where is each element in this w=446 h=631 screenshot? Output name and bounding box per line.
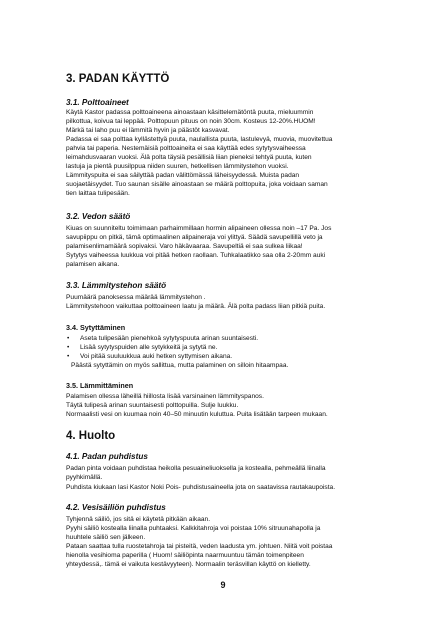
paragraph-4-2-a: Tyhjennä säiliö, jos sitä ei käytetä pitkään aikaan. — [66, 516, 211, 523]
paragraph-4-2-c: Pataan saattaa tulla ruostetahroja tai pisteitä, veden laadusta ym. johtuen. Niitä voit poistaa hienolla vesihioma paperilla ( Huom! säiliöpinta naarmuuntuu tämän toimenpiteen yhteydessä,. tämä ei vaikuta kestävyyteen). Normaalin teräsvillan käyttö on kielletty. — [66, 543, 333, 568]
subsection-3-2-heading: 3.2. Vedon säätö — [66, 212, 131, 221]
paragraph-3-2-a: Kiuas on suunniteltu toimimaan parhaimmillaan hormin alipaineen ollessa noin –17 Pa. Jos savupiippu on pitkä, tämä optimaalinen alipaineraja voi ylittyä. Säädä savupellillä veto ja palamisenlimamäärä sopivaksi. Varo häkävaaraa. Savupeltiä ei saa sulkea liikaa! — [66, 225, 332, 250]
subsection-3-5-heading: 3.5. Lämmittäminen — [66, 381, 134, 390]
section-3-heading: 3. PADAN KÄYTTÖ — [66, 73, 170, 85]
paragraph-3-3-a: Puumäärä panoksessa määrää lämmitystehon . — [66, 294, 206, 301]
list-note: Päästä sytyttämin on myös sallittua, mutta palaminen on silloin hitaampaa. — [71, 361, 289, 369]
subsection-3-4-heading: 3.4. Sytyttäminen — [66, 323, 126, 332]
paragraph-4-2-b: Pyyhi säiliö kostealla liinalla puhtaaksi. Kalkkitahroja voi poistaa 10% sitruunahapolla ja huuhtele säiliö sen jälkeen. — [66, 525, 321, 541]
paragraph-3-5-c: Normaalisti vesi on kuumaa noin 40–50 minuutin kuluttua. Puita lisätään tarpeen mukaan. — [66, 411, 328, 418]
list-item: • Voi pitää suuluukkua auki hetken syttymisen aikana. — [67, 352, 233, 360]
subsection-3-3-heading: 3.3. Lämmitystehon säätö — [66, 281, 167, 290]
subsection-4-2-heading: 4.2. Vesisäiliön puhdistus — [66, 503, 166, 512]
page-number: 9 — [220, 580, 226, 590]
paragraph-3-1-c: Lämmityspuita ei saa säilyttää padan välittömässä läheisyydessä. Muista padan suojaetäisyydet. Tuo saunan sisälle ainoastaan se määrä polttopuita, joka voidaan saman tien laittaa tulipesään. — [66, 172, 328, 197]
section-4-heading: 4. Huolto — [66, 430, 116, 442]
subsection-4-1-heading: 4.1. Padan puhdistus — [66, 452, 148, 461]
paragraph-4-1-b: Puhdista kiukaan lasi Kastor Noki Pois- puhdistusaineella jota on saatavissa rautakaupoista. — [66, 484, 336, 491]
bullet-icon: • — [67, 352, 70, 360]
bullet-icon: • — [67, 335, 70, 342]
paragraph-3-5-a: Palamisen ollessa läheillä hiillosta lisää varsinainen lämmityspanos. — [66, 393, 264, 400]
paragraph-3-5-b: Täytä tulipesä arinan suuntaisesti polttopuilla. Sulje luukku. — [66, 402, 239, 409]
list-item: • Aseta tulipesään pienehkoä sytytyspuuta arinan suuntaisesti. — [67, 335, 259, 342]
paragraph-3-3-b: Lämmitystehoon vaikuttaa polttoaineen laatu ja määrä. Älä polta padass liian pitkiä puita. — [66, 303, 326, 310]
bullet-icon: • — [67, 343, 70, 351]
paragraph-3-1-b: Padassa ei saa polttaa kyllästettyä puuta, naulallista puuta, lastulevyä, muovia, muovitettua pahvia tai paperia. Nestemäisiä polttoaineita ei saa käyttää edes sytytysvaiheessa leimahdusvaaran vuoksi. Älä polta täysiä pesällisiä liian pieneksi tehtyä puuta, kuten lastuja ja pientä puusilppua niiden suuren, hetkellisen lämmitystehon vuoksi. — [66, 136, 333, 170]
paragraph-3-1-a: Käytä Kastor padassa polttoaineena ainoastaan käsittelemätöntä puuta, mieluummin pilkottua, koivua tai leppää. Polttopuun pituus on noin 30cm. Kosteus 12-20%.HUOM! Märkä tai laho puu ei lämmitä hyvin ja päästöt kasvavat. — [66, 109, 316, 134]
sytyttaminen-list — [66, 335, 386, 371]
paragraph-4-1-a: Padan pinta voidaan puhdistaa heikolla pesuaineliuoksella ja kostealla, pehmeällä liinalla pyyhkimällä. — [66, 465, 326, 481]
paragraph-3-2-b: Sytytys vaiheessa luukkua voi pitää hetken raollaan. Tuhkalaatikko saa olla 2-20mm auki palamisen aikana. — [66, 252, 326, 268]
list-item: • Lisää sytytyspuiden alle sytykkeitä ja sytytä ne. — [67, 343, 218, 351]
subsection-3-1-heading: 3.1. Polttoaineet — [66, 98, 129, 107]
